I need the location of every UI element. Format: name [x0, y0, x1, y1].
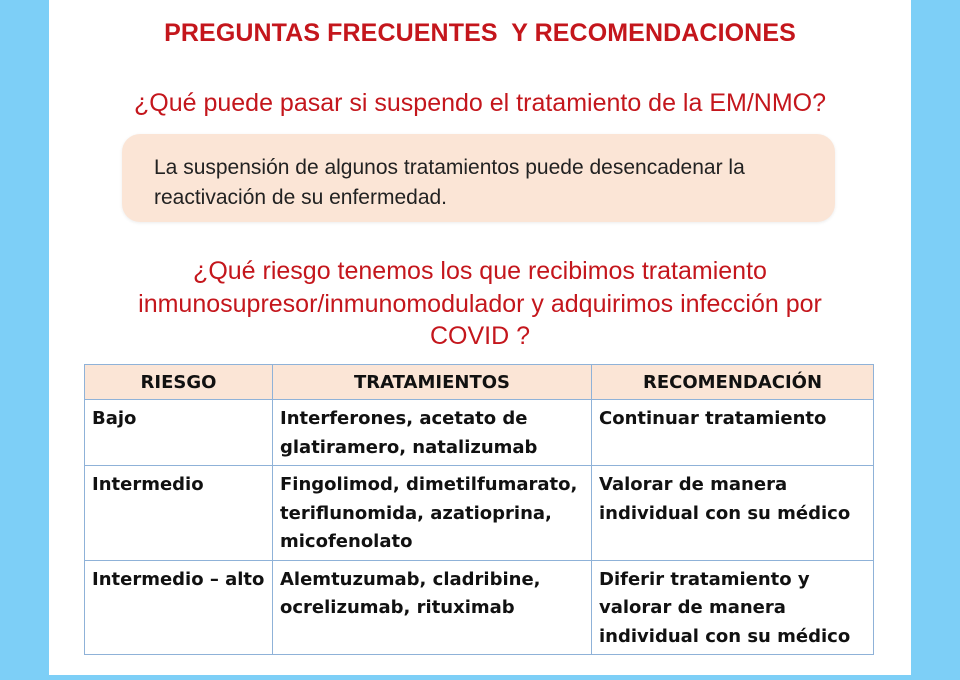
header-riesgo: RIESGO: [85, 365, 273, 400]
table-header-row: [85, 365, 874, 400]
recommendation-cell: Valorar de manera individual con su médico: [592, 466, 874, 561]
treatments-cell: Fingolimod, dimetilfumarato, teriflunomida, azatioprina, micofenolato: [273, 466, 592, 561]
table-row: [85, 400, 874, 466]
question-suspend-treatment: ¿Qué puede pasar si suspendo el tratamiento de la EM/NMO?: [133, 89, 827, 117]
question-covid-risk: ¿Qué riesgo tenemos los que recibimos tratamiento inmunosupresor/inmunomodulador y adquirimos infección por COVID ?: [138, 257, 822, 350]
table-row: [85, 466, 874, 561]
risk-table: [84, 364, 874, 655]
treatments-cell: Interferones, acetato de glatiramero, natalizumab: [273, 400, 592, 466]
recommendation-cell: Diferir tratamiento y valorar de manera individual con su médico: [592, 560, 874, 655]
risk-level-cell: Intermedio – alto: [85, 560, 273, 655]
faq-page: [49, 0, 911, 675]
header-recomendacion: RECOMENDACIÓN: [592, 365, 874, 400]
risk-level-cell: Intermedio: [85, 466, 273, 561]
answer-text: La suspensión de algunos tratamientos puede desencadenar la reactivación de su enfermedad.: [154, 156, 745, 209]
table-row: [85, 560, 874, 655]
risk-level-cell: Bajo: [85, 400, 273, 466]
header-tratamientos: TRATAMIENTOS: [273, 365, 592, 400]
treatments-cell: Alemtuzumab, cladribine, ocrelizumab, rituximab: [273, 560, 592, 655]
answer-box: [122, 134, 835, 222]
recommendation-cell: Continuar tratamiento: [592, 400, 874, 466]
page-title: PREGUNTAS FRECUENTES Y RECOMENDACIONES: [164, 19, 796, 47]
